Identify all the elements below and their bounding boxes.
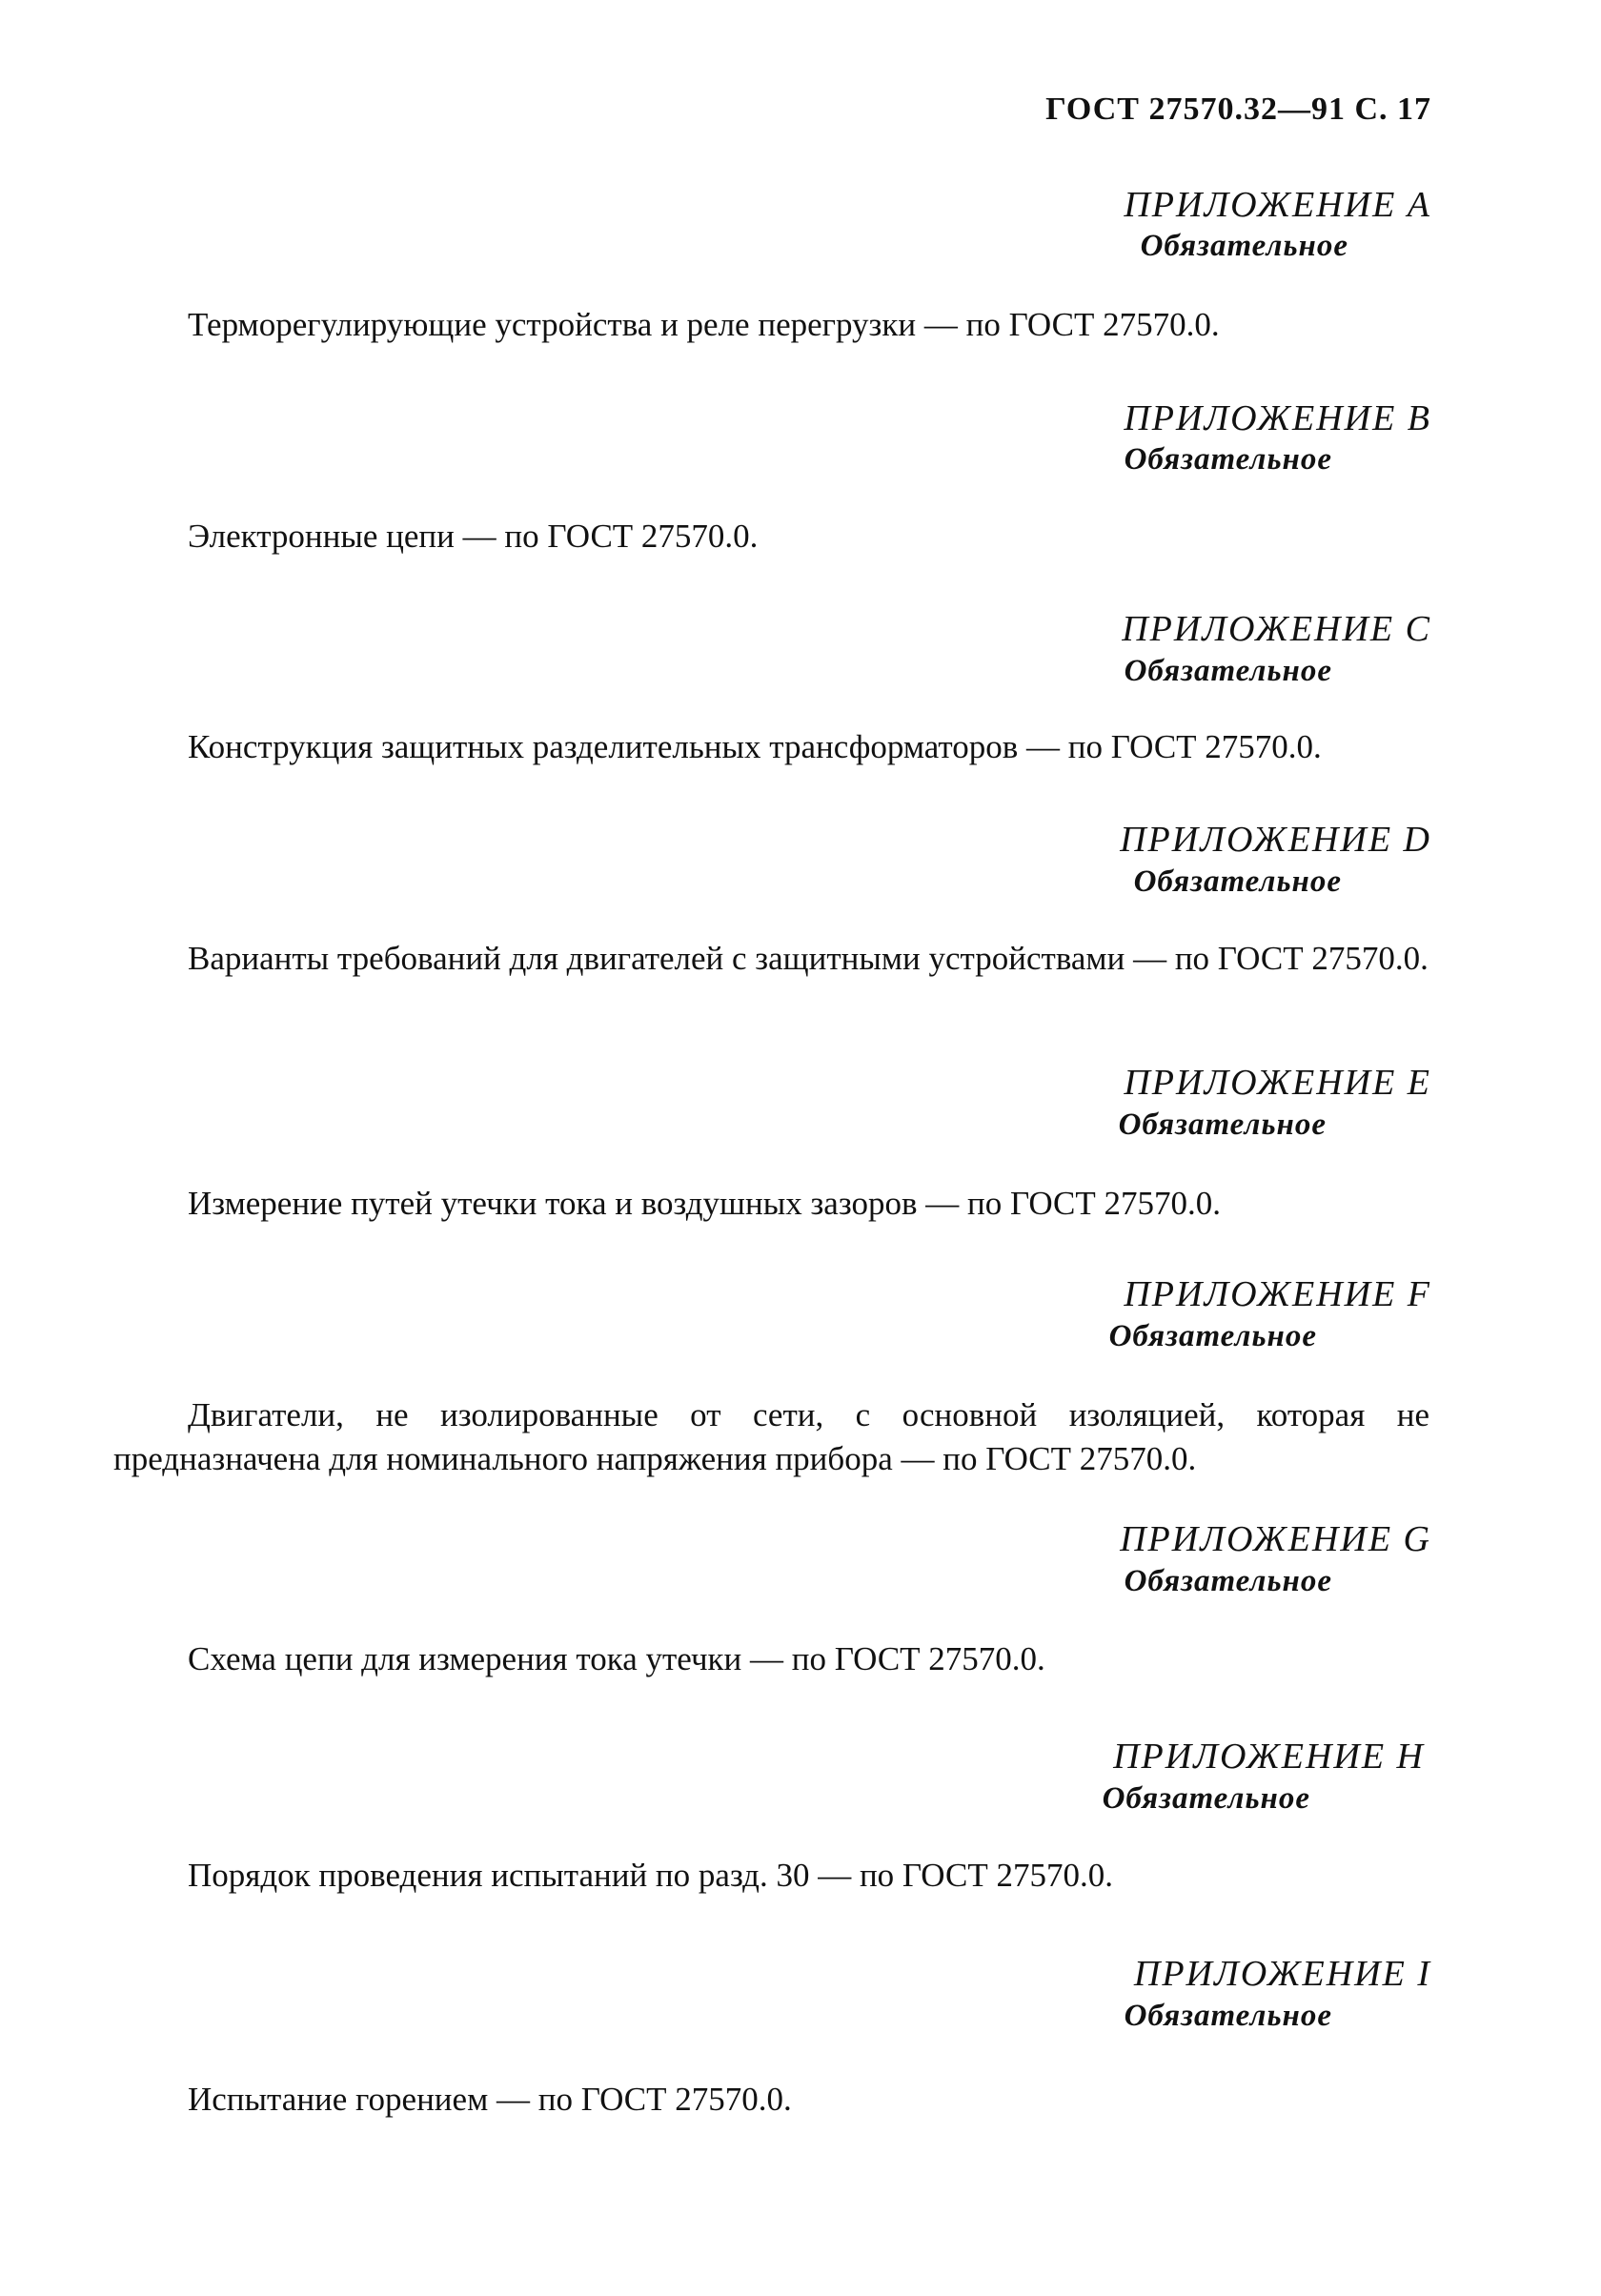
appendix-f-status: Обязательное (1108, 1319, 1317, 1353)
appendix-c-text: Конструкция защитных разделительных трансформаторов — по ГОСТ 27570.0. (188, 728, 1322, 765)
appendix-b-title: ПРИЛОЖЕНИЕ В (1124, 398, 1431, 438)
appendix-f-title: ПРИЛОЖЕНИЕ F (1124, 1274, 1431, 1314)
appendix-c-title: ПРИЛОЖЕНИЕ С (1122, 609, 1431, 649)
appendix-e-status: Обязательное (1118, 1107, 1327, 1142)
appendix-b-text: Электронные цепи — по ГОСТ 27570.0. (188, 518, 759, 555)
appendix-d-text: Варианты требований для двигателей с защитными устройствами — по ГОСТ 27570.0. (188, 940, 1429, 977)
appendix-e-text: Измерение путей утечки тока и воздушных зазоров — по ГОСТ 27570.0. (188, 1185, 1221, 1222)
appendix-h-text: Порядок проведения испытаний по разд. 30 — по ГОСТ 27570.0. (188, 1857, 1113, 1894)
appendix-d-status: Обязательное (1133, 864, 1342, 899)
appendix-h-status: Обязательное (1102, 1781, 1310, 1816)
appendix-a-text: Терморегулирующие устройства и реле перегрузки — по ГОСТ 27570.0. (188, 306, 1220, 343)
appendix-g-title: ПРИЛОЖЕНИЕ G (1120, 1519, 1431, 1559)
appendix-a-title: ПРИЛОЖЕНИЕ А (1124, 185, 1431, 225)
appendix-b-status: Обязательное (1124, 442, 1332, 477)
running-header: ГОСТ 27570.32—91 С. 17 (1045, 91, 1431, 127)
appendix-a-status: Обязательное (1140, 229, 1348, 263)
appendix-c-status: Обязательное (1124, 654, 1332, 688)
appendix-i-text: Испытание горением — по ГОСТ 27570.0. (188, 2081, 792, 2118)
appendix-f-text: Двигатели, не изолированные от сети, с основной изоляцией, которая не предназначена для номинального напряжения прибора — по ГОСТ 27570.0. (113, 1396, 1429, 1477)
appendix-h-title: ПРИЛОЖЕНИЕ Н (1113, 1737, 1425, 1777)
appendix-i-title: ПРИЛОЖЕНИЕ I (1133, 1954, 1431, 1994)
appendix-i-status: Обязательное (1124, 1999, 1332, 2033)
appendix-d-title: ПРИЛОЖЕНИЕ D (1120, 820, 1431, 860)
appendix-g-text: Схема цепи для измерения тока утечки — по ГОСТ 27570.0. (188, 1640, 1045, 1677)
appendix-g-status: Обязательное (1124, 1564, 1332, 1598)
appendix-e-title: ПРИЛОЖЕНИЕ Е (1124, 1063, 1431, 1103)
